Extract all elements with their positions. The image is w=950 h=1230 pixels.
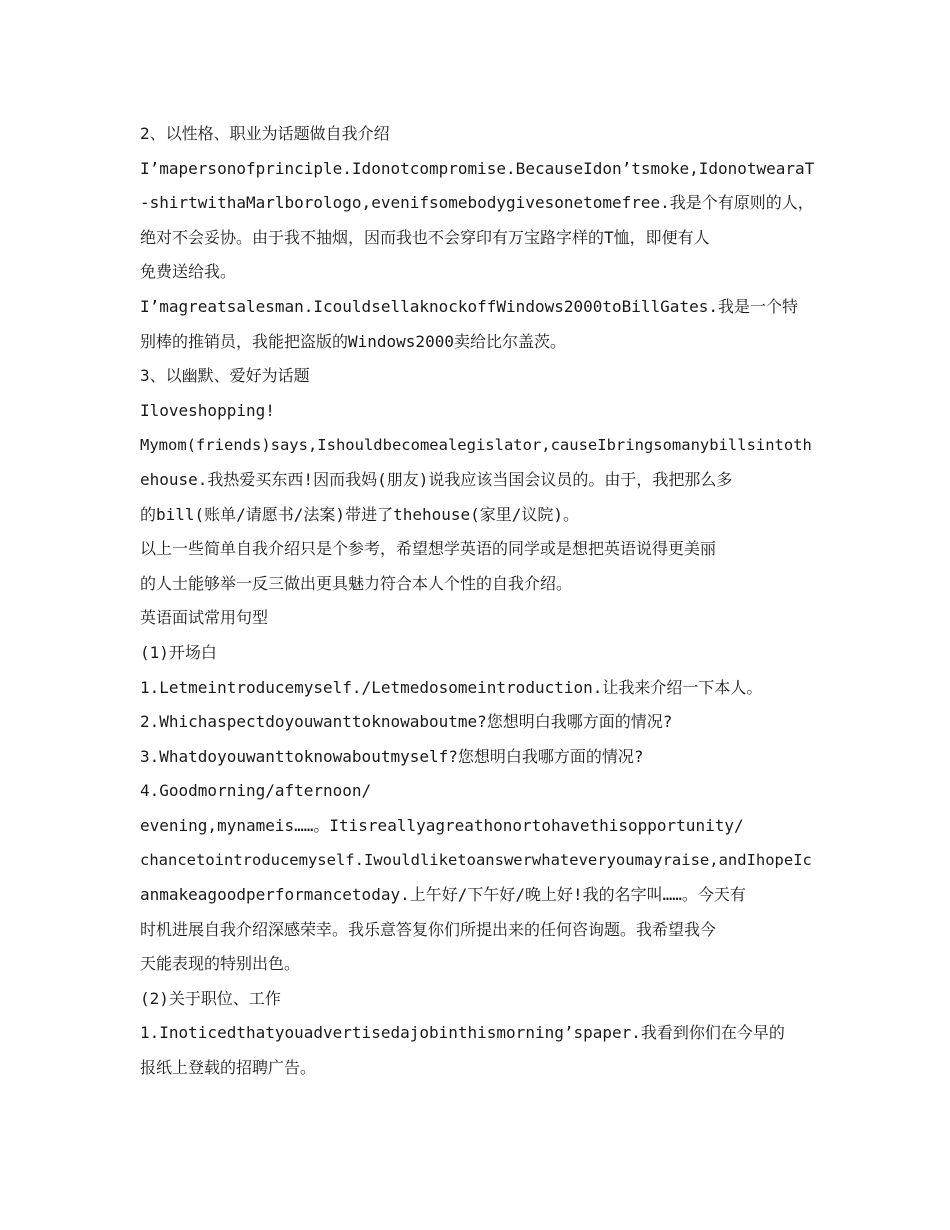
paragraph-line: 时机进展自我介绍深感荣幸。我乐意答复你们所提出来的任何咨询题。我希望我今 [140,919,717,939]
list-item: 4.Goodmorning/afternoon/ [140,781,372,801]
section-heading: 英语面试常用句型 [140,608,269,628]
paragraph-line: 天能表现的特别出色。 [140,954,301,974]
paragraph-line: I’magreatsalesman.IcouldsellaknockoffWindows2000toBillGates.我是一个特 [140,296,798,316]
paragraph-line: Iloveshopping! [140,400,275,420]
paragraph-line: I’mapersonofprinciple.Idonotcompromise.BecauseIdon’tsmoke,IdonotwearaT [140,158,815,178]
paragraph-line: 绝对不会妥协。由于我不抽烟，因而我也不会穿印有万宝路字样的T恤，即便有人 [140,227,710,247]
section-heading: 2、以性格、职业为话题做自我介绍 [140,124,390,143]
paragraph-line: ehouse.我热爱买东西!因而我妈(朋友)说我应该当国会议员的。由于，我把那么多 [140,469,733,489]
document-body [140,117,820,1086]
paragraph-line: evening,mynameis……。Itisreallyagreathonortohavethisopportunity/ [140,815,744,835]
paragraph-line: Mymom(friends)says,Ishouldbecomealegislator,causeIbringsomanybillsintoth [140,436,812,455]
list-item: 2.Whichaspectdoyouwanttoknowaboutme?您想明白我哪方面的情况? [140,712,673,732]
paragraph-line: 的人士能够举一反三做出更具魅力符合本人个性的自我介绍。 [140,573,573,593]
paragraph-line: 的bill(账单/请愿书/法案)带进了thehouse(家里/议院)。 [140,504,580,524]
subsection-heading: (2)关于职位、工作 [140,988,281,1008]
section-heading: 3、以幽默、爱好为话题 [140,366,310,386]
paragraph-line: 报纸上登载的招聘广告。 [140,1058,317,1078]
paragraph-line: chancetointroducemyself.Iwouldliketoanswerwhateveryoumayraise,andIhopeIc [140,851,812,870]
paragraph-line: 别棒的推销员，我能把盗版的Windows2000卖给比尔盖茨。 [140,331,566,351]
paragraph-line: 免费送给我。 [140,262,237,282]
paragraph-line: anmakeagoodperformancetoday.上午好/下午好/晚上好!我的名字叫……。今天有 [140,885,746,905]
list-item: 3.Whatdoyouwanttoknowaboutmyself?您想明白我哪方面的情况? [140,746,644,766]
paragraph-line: -shirtwithaMarlborologo,evenifsomebodygivesonetomefree.我是个有原则的人， [140,193,814,213]
list-item: 1.Inoticedthatyouadvertisedajobinthismorning’spaper.我看到你们在今早的 [140,1023,785,1043]
paragraph-line: 以上一些简单自我介绍只是个参考，希望想学英语的同学或是想把英语说得更美丽 [140,539,717,559]
subsection-heading: (1)开场白 [140,642,217,662]
list-item: 1.Letmeintroducemyself./Letmedosomeintroduction.让我来介绍一下本人。 [140,677,763,697]
